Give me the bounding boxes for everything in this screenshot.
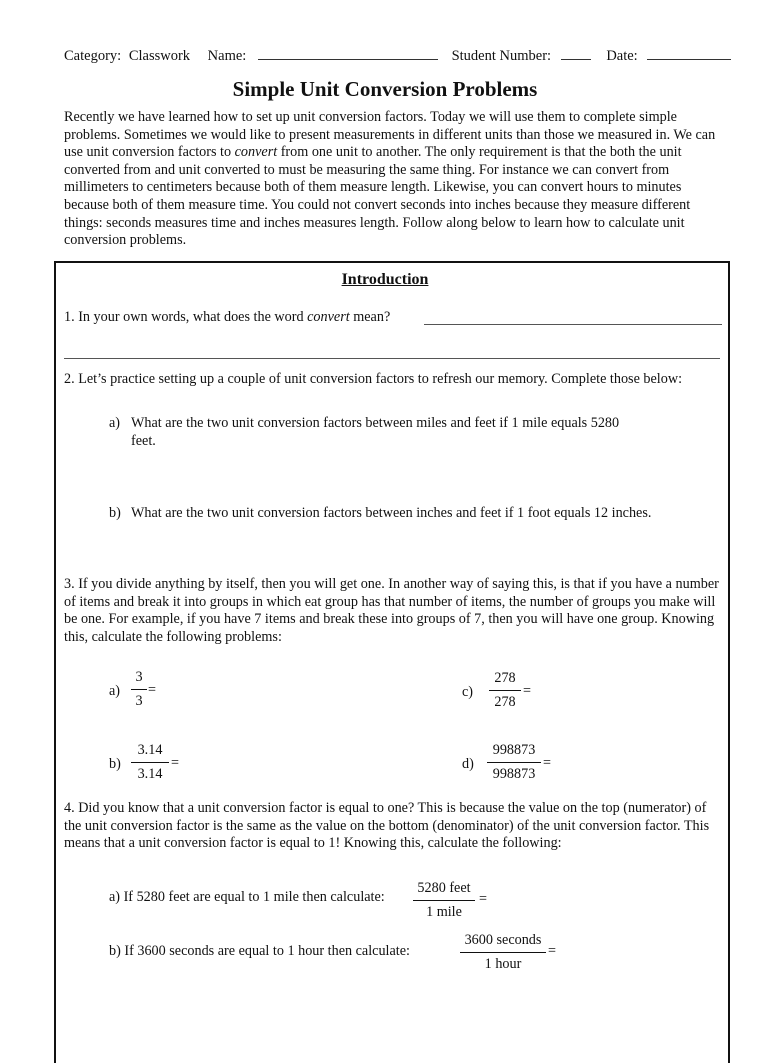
- problem-3c-equals: =: [523, 683, 532, 699]
- problem-3d-equals: =: [543, 755, 552, 771]
- problem-3d-denominator: 998873: [487, 762, 541, 783]
- problem-3c-fraction: [489, 670, 521, 711]
- section-title: Introduction: [341, 271, 429, 288]
- question-4a-numerator: 5280 feet: [417, 880, 471, 896]
- date-label: Date:: [606, 48, 638, 64]
- problem-3c-label: c): [462, 684, 474, 700]
- category-value: Classwork: [128, 48, 191, 64]
- question-4a-fraction: [413, 880, 475, 921]
- problem-3c-numerator: 278: [494, 670, 516, 686]
- name-label: Name:: [207, 48, 247, 64]
- question-4b-equals: =: [548, 943, 557, 959]
- intro-paragraph: Recently we have learned how to set up unit conversion factors. Today we will use them to complete simple problems. Sometimes we would like to present measurements in different units than those we measured in. We can use unit conversion factors to convert from one unit to another. The only requirement is that the both the unit converted from and unit converted to must be measuring the same thing. For instance we can convert from millimeters to centimeters because both of them measure length. Likewise, you can convert hours to minutes because both of them measure time. You could not convert seconds into inches because they measure different things: seconds measures time and inches measures length. Follow along below to learn how to calculate unit conversion problems.: [64, 109, 716, 249]
- problem-3a-fraction: [131, 669, 147, 710]
- problem-3a-denominator: 3: [131, 689, 147, 710]
- question-3: 3. If you divide anything by itself, then you will get one. In another way of saying this, is that if you have a number of items and break it into groups in which eat group has that number of items, the number of groups you make will be one. For example, if you have 7 items and break these into groups of 7, then you will have one group. Knowing this, calculate the following problems:: [64, 576, 719, 645]
- name-field[interactable]: [258, 47, 438, 60]
- question-4a-denominator: 1 mile: [413, 900, 475, 921]
- problem-3b-fraction: [131, 742, 169, 783]
- problem-3d-fraction: [487, 742, 541, 783]
- problem-3a-label: a): [109, 683, 121, 699]
- question-4b: b) If 3600 seconds are equal to 1 hour then calculate:: [109, 943, 410, 959]
- question-4b-numerator: 3600 seconds: [464, 932, 542, 948]
- question-2b: What are the two unit conversion factors between inches and feet if 1 foot equals 12 inches.: [131, 505, 652, 521]
- question-4a: a) If 5280 feet are equal to 1 mile then calculate:: [109, 889, 385, 905]
- category-label: Category:: [64, 48, 122, 64]
- answer-line-1b[interactable]: [64, 358, 720, 359]
- question-4a-equals: =: [479, 891, 488, 907]
- question-2a-label: a): [109, 415, 121, 431]
- answer-line-1a[interactable]: [424, 324, 722, 325]
- question-4: 4. Did you know that a unit conversion factor is equal to one? This is because the value on the top (numerator) of the unit conversion factor is the same as the value on the bottom (denominator) of the unit conversion factor. This means that a unit conversion factor is equal to 1! Knowing this, calculate the following:: [64, 800, 710, 852]
- problem-3c-denominator: 278: [489, 690, 521, 711]
- question-2a: What are the two unit conversion factors between miles and feet if 1 mile equals 5280 feet.: [131, 415, 620, 449]
- question-2: 2. Let’s practice setting up a couple of unit conversion factors to refresh our memory. Complete those below:: [64, 371, 683, 387]
- header-line: [64, 47, 731, 65]
- question-1: 1. In your own words, what does the word convert mean?: [64, 309, 391, 325]
- question-4b-fraction: [460, 932, 546, 973]
- problem-3d-label: d): [462, 756, 474, 772]
- student-number-field[interactable]: [561, 47, 591, 60]
- problem-3a-numerator: 3: [135, 669, 143, 685]
- problem-3b-label: b): [109, 756, 121, 772]
- student-number-label: Student Number:: [451, 48, 552, 64]
- question-2b-label: b): [109, 505, 121, 521]
- problem-3d-numerator: 998873: [492, 742, 536, 758]
- problem-3b-denominator: 3.14: [131, 762, 169, 783]
- problem-3b-equals: =: [171, 755, 180, 771]
- date-field[interactable]: [647, 47, 731, 60]
- problem-3a-equals: =: [148, 682, 157, 698]
- problem-3b-numerator: 3.14: [137, 742, 163, 758]
- question-4b-denominator: 1 hour: [460, 952, 546, 973]
- page-title: Simple Unit Conversion Problems: [232, 77, 538, 101]
